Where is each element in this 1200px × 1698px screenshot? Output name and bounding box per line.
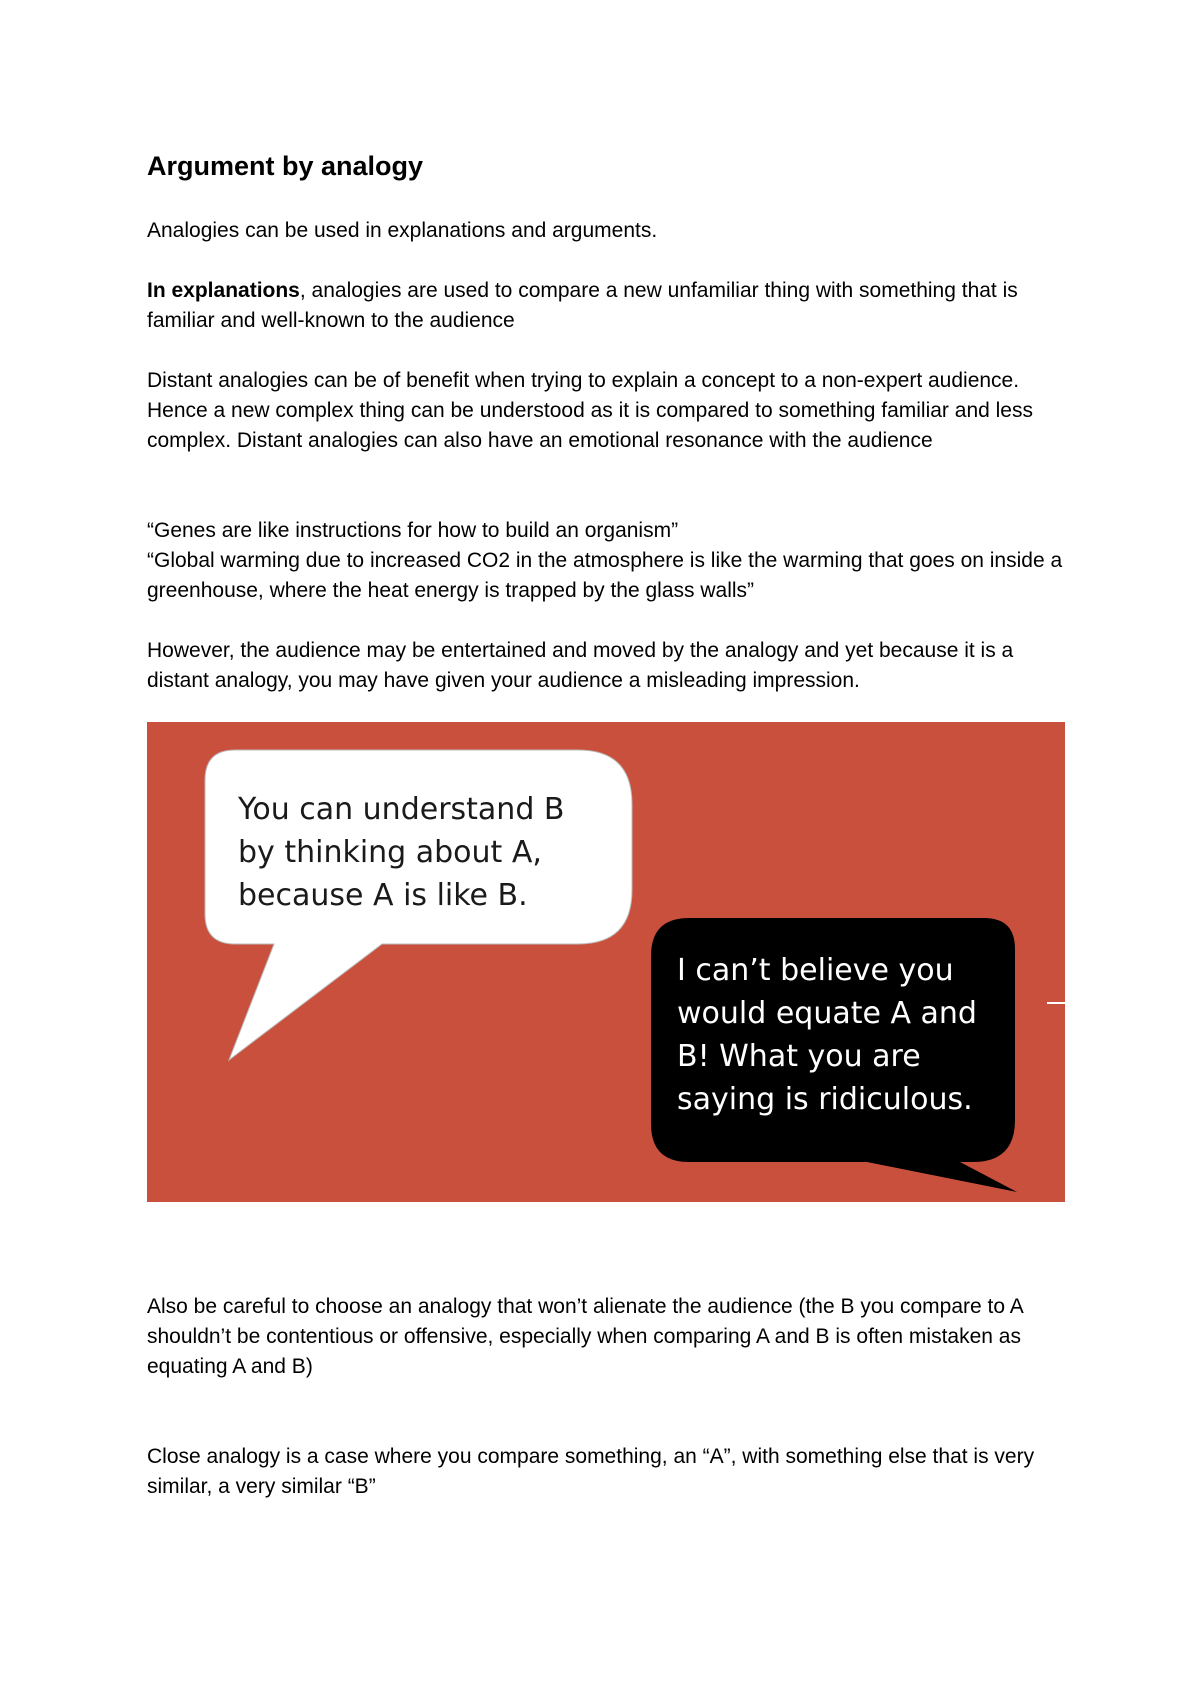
however-paragraph: However, the audience may be entertained and moved by the analogy and yet because it is a distant analogy, you may have given your audience a misleading impression. <box>147 639 1014 692</box>
careful-paragraph: Also be careful to choose an analogy that won’t alienate the audience (the B you compare to A shouldn’t be contentious or offensive, especially when comparing A and B is often mistaken as equating A and B) <box>147 1295 1023 1378</box>
right-bubble-line: would equate A and <box>677 996 977 1031</box>
left-bubble-line: You can understand B <box>238 792 565 827</box>
distant-analogies-paragraph: Distant analogies can be of benefit when trying to explain a concept to a non-expert audience. Hence a new complex thing can be understood as it is compared to something familiar and less complex. Distant analogies can also have an emotional resonance with the audience <box>147 369 1033 452</box>
left-bubble-line: because A is like B. <box>238 878 528 913</box>
right-bubble-line: saying is ridiculous. <box>677 1082 973 1117</box>
quote-global-warming: “Global warming due to increased CO2 in the atmosphere is like the warming that goes on inside a greenhouse, where the heat energy is trapped by the glass walls” <box>147 549 1063 602</box>
right-bubble-line: I can’t believe you <box>677 953 954 988</box>
close-analogy-paragraph: Close analogy is a case where you compare something, an “A”, with something else that is very similar, a very similar “B” <box>147 1445 1035 1498</box>
left-bubble-text <box>238 788 564 917</box>
intro-paragraph: Analogies can be used in explanations and arguments. <box>147 219 658 242</box>
page-title: Argument by analogy <box>147 151 424 181</box>
explanations-text: , analogies are used to compare a new unfamiliar thing with something that is familiar and well-known to the audience <box>147 279 1018 332</box>
right-bubble-text <box>677 949 977 1121</box>
analogy-illustration <box>147 722 1065 1202</box>
left-bubble-line: by thinking about A, <box>238 835 542 870</box>
right-bubble-line: B! What you are <box>677 1039 921 1074</box>
explanations-bold-lead: In explanations <box>147 279 300 302</box>
explanations-paragraph <box>147 276 1067 336</box>
quote-genes: “Genes are like instructions for how to build an organism” <box>147 519 679 542</box>
